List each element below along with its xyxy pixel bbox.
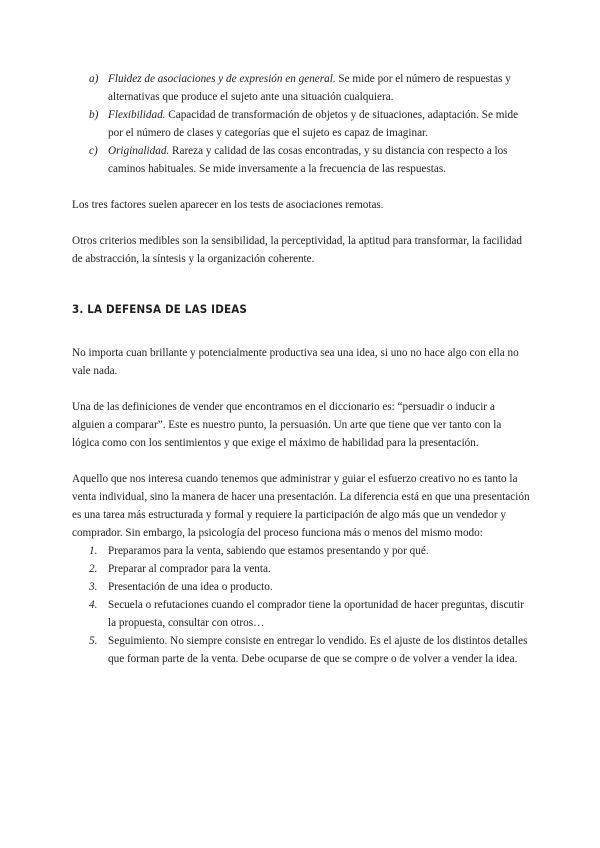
factor-text: Se mide por el número de respuestas y alternativas que produce el sujeto ante una situación cualquiera.: [108, 73, 511, 103]
paragraph-factors-tests: Los tres factores suelen aparecer en los tests de asociaciones remotas.: [72, 199, 384, 211]
list-marker: 3.: [89, 581, 98, 593]
step-text: Secuela o refutaciones cuando el comprador tiene la oportunidad de hacer preguntas, discutir la propuesta, consultar con otros…: [108, 599, 524, 629]
step-text: Preparamos para la venta, sabiendo que estamos presentando y por qué.: [108, 545, 429, 557]
factor-text: Rareza y calidad de las cosas encontradas, y su distancia con respecto a los caminos habituales. Se mide inversamente a la frecuencia de las respuestas.: [108, 145, 508, 175]
list-item: [72, 142, 530, 178]
list-item: [72, 632, 530, 668]
list-item: [72, 542, 530, 560]
step-text: Presentación de una idea o producto.: [108, 581, 273, 593]
list-item: [72, 106, 530, 142]
list-marker: 1.: [89, 545, 98, 557]
list-marker: c): [89, 145, 98, 157]
list-item: [72, 596, 530, 632]
paragraph-idea-value: No importa cuan brillante y potencialmente productiva sea una idea, si uno no hace algo con ella no vale nada.: [72, 347, 519, 377]
list-marker: b): [89, 109, 99, 121]
list-item: [72, 560, 530, 578]
section-heading: 3. LA DEFENSA DE LAS IDEAS: [72, 302, 248, 316]
factors-list: [72, 70, 530, 178]
paragraph-presentation: Aquello que nos interesa cuando tenemos que administrar y guiar el esfuerzo creativo no es tanto la venta individual, sino la manera de hacer una presentación. La diferencia está en que una presentación es una tarea más estructurada y formal y requiere la participación de algo más que un vendedor y comprador. Sin embargo, la psicología del proceso funciona más o menos del mismo modo:: [72, 473, 530, 539]
list-marker: 5.: [89, 635, 98, 647]
list-marker: 4.: [89, 599, 98, 611]
list-item: [72, 578, 530, 596]
steps-list: [72, 542, 530, 668]
factor-term: Originalidad.: [108, 145, 170, 157]
step-text: Preparar al comprador para la venta.: [108, 563, 271, 575]
list-marker: 2.: [89, 563, 98, 575]
list-marker: a): [89, 73, 99, 85]
step-text: Seguimiento. No siempre consiste en entregar lo vendido. Es el ajuste de los distintos detalles que forman parte de la venta. Debe ocuparse de que se compre o de volver a vender la idea.: [108, 635, 528, 665]
factor-text: Capacidad de transformación de objetos y de situaciones, adaptación. Se mide por el número de clases y categorías que el sujeto es capaz de imaginar.: [108, 109, 519, 139]
list-item: [72, 70, 530, 106]
paragraph-sell-definition: Una de las definiciones de vender que encontramos en el diccionario es: “persuadir o inducir a alguien a comparar”. Este es nuestro punto, la persuasión. Un arte que tiene que ver tanto con la lógica como con los sentimientos y que exige el máximo de habilidad para la presentación.: [72, 401, 502, 449]
factor-term: Fluidez de asociaciones y de expresión en general.: [108, 73, 336, 85]
factor-term: Flexibilidad.: [108, 109, 166, 121]
paragraph-other-criteria: Otros criterios medibles son la sensibilidad, la perceptividad, la aptitud para transformar, la facilidad de abstracción, la síntesis y la organización coherente.: [72, 235, 523, 265]
